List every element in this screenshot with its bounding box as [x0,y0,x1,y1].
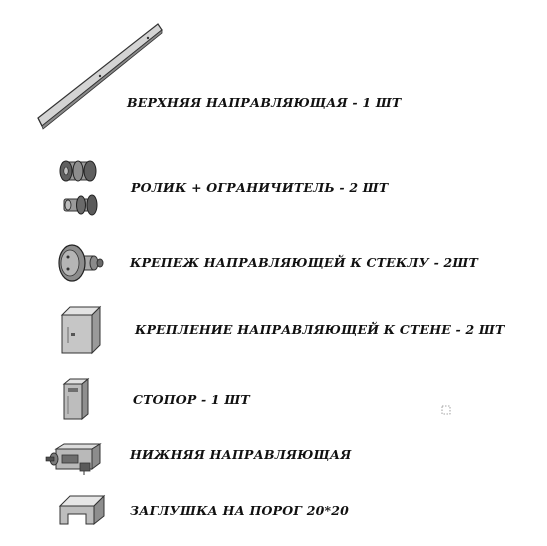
part-label-rail-glass-mount: КРЕПЕЖ НАПРАВЛЯЮЩЕЙ К СТЕКЛУ - 2ШТ [130,255,478,270]
stopper-icon [60,376,94,422]
part-label-roller-stopper: РОЛИК + ОГРАНИЧИТЕЛЬ - 2 ШТ [131,180,389,195]
rail-wall-mount-icon [56,303,102,357]
top-rail-icon [34,18,166,132]
part-label-top-rail: ВЕРХНЯЯ НАПРАВЛЯЮЩАЯ - 1 ШТ [127,95,402,110]
selection-marker-icon [441,405,451,415]
roller-stopper-icon [54,154,104,220]
threshold-cap-icon [56,492,106,528]
bottom-guide-icon [44,441,104,477]
part-label-stopper: СТОПОР - 1 ШТ [133,392,250,407]
rail-glass-mount-icon [54,243,108,285]
part-label-bottom-guide: НИЖНЯЯ НАПРАВЛЯЮЩАЯ [130,447,352,462]
part-label-rail-wall-mount: КРЕПЛЕНИЕ НАПРАВЛЯЮЩЕЙ К СТЕНЕ - 2 ШТ [135,322,505,337]
part-label-threshold-cap: ЗАГЛУШКА НА ПОРОГ 20*20 [130,503,350,518]
